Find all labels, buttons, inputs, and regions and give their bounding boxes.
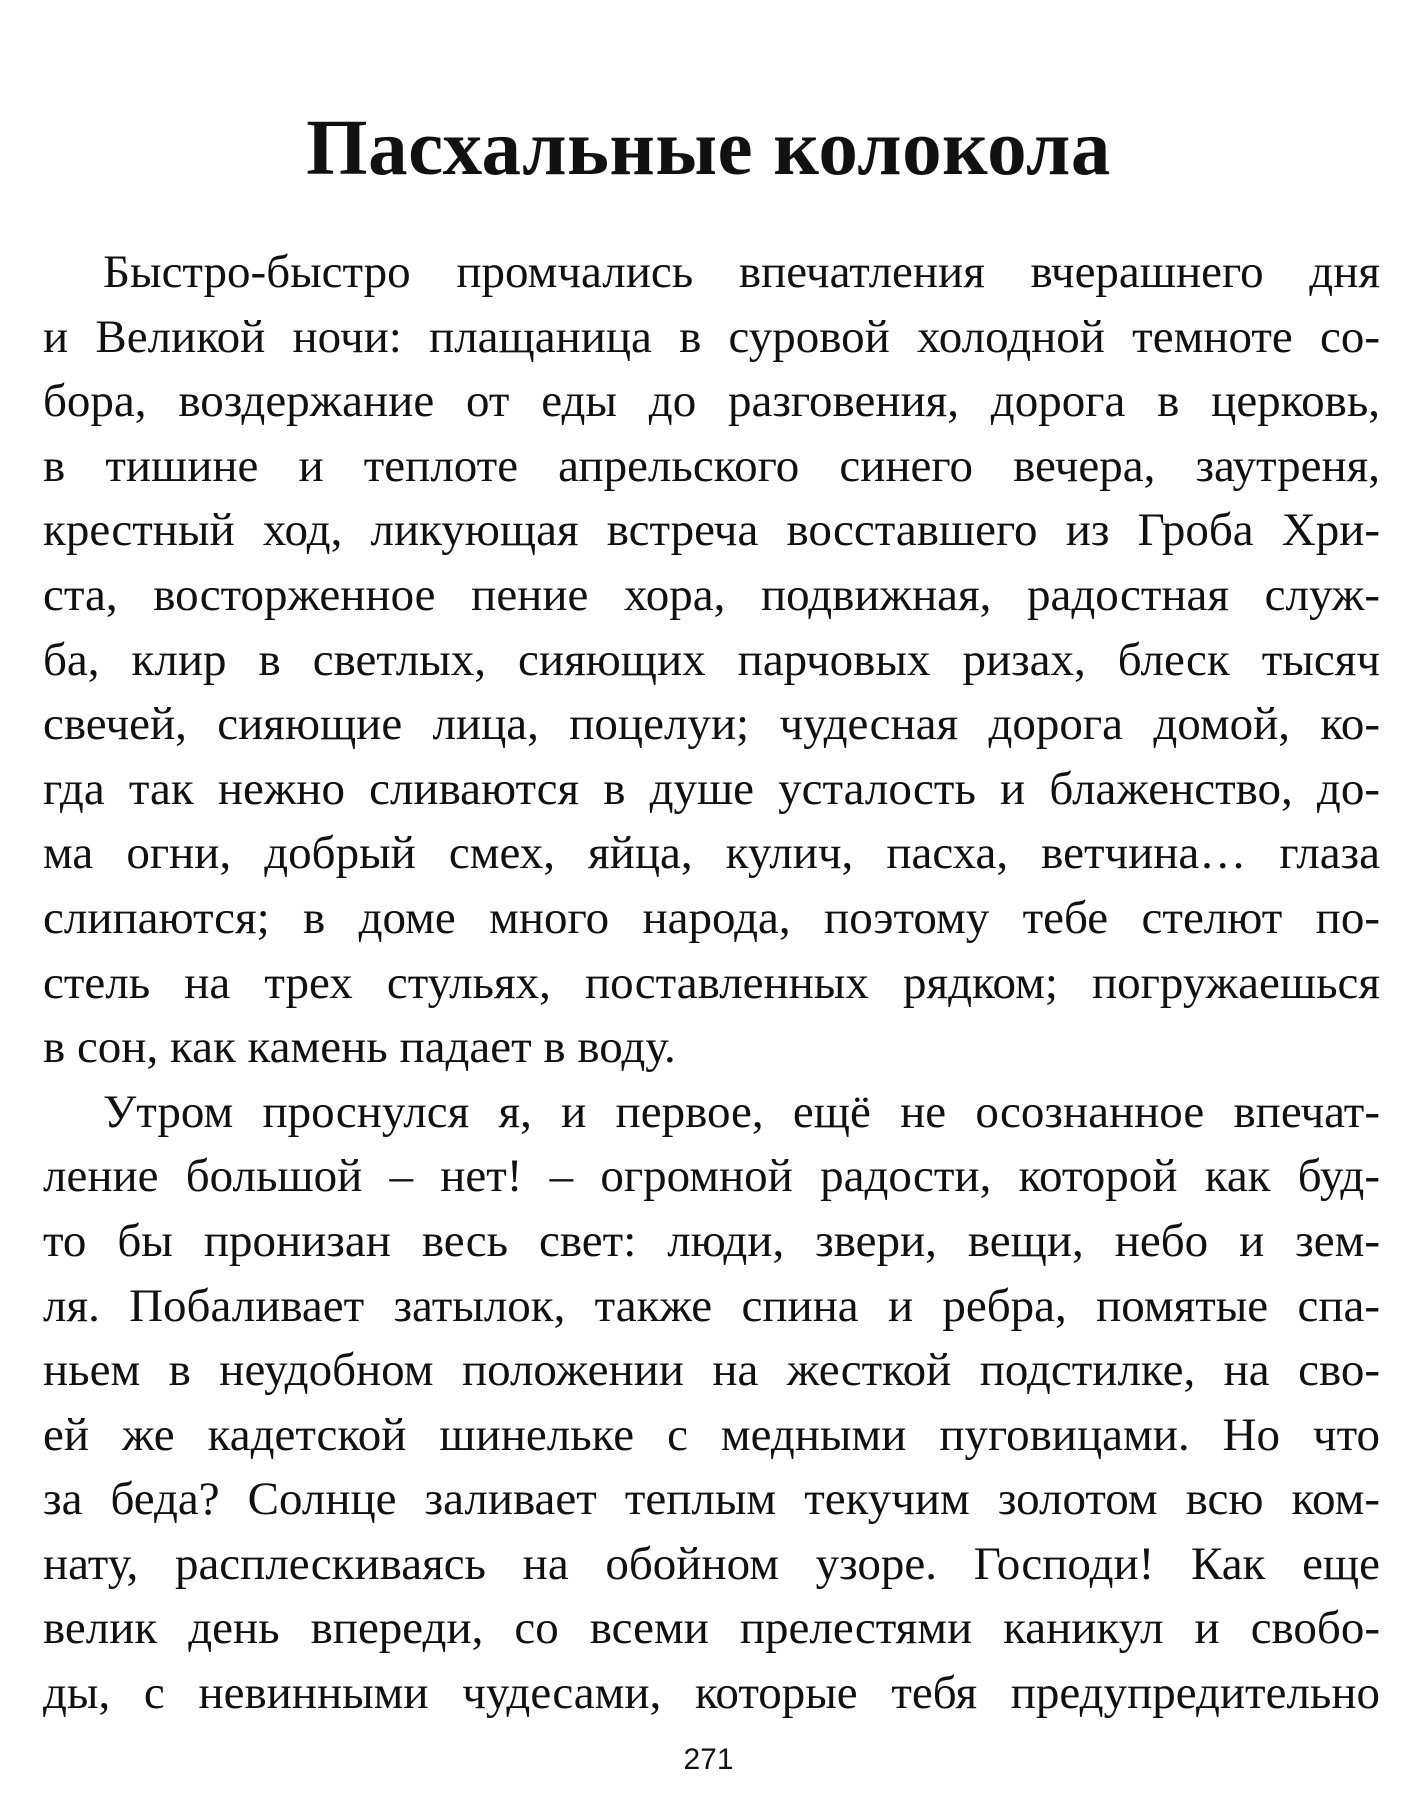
text-line: ей же кадетской шинельке с медными пуговицами. Но что xyxy=(43,1408,1380,1461)
text-line: ление большой – нет! – огромной радости, которой как буд- xyxy=(43,1150,1380,1203)
paragraph-1 xyxy=(43,240,1380,1080)
text-line: и Великой ночи: плащаница в суровой холодной темноте со- xyxy=(43,310,1380,363)
text-line: бора, воздержание от еды до разговения, дорога в церковь, xyxy=(43,375,1380,428)
text-line: ньем в неудобном положении на жесткой подстилке, на сво- xyxy=(43,1344,1380,1397)
text-line: гда так нежно сливаются в душе усталость и блаженство, до- xyxy=(43,762,1380,815)
text-line: стель на трех стульях, поставленных рядком; погружаешься xyxy=(43,956,1380,1009)
text-line: слипаются; в доме много народа, поэтому тебе стелют по- xyxy=(43,891,1380,944)
body-text xyxy=(43,240,1380,1726)
text-line: Утром проснулся я, и первое, ещё не осознанное впечат- xyxy=(103,1085,1380,1138)
text-line: ды, с невинными чудесами, которые тебя предупредительно xyxy=(43,1667,1380,1720)
paragraph-2 xyxy=(43,1080,1380,1726)
text-line: ба, клир в светлых, сияющих парчовых ризах, блеск тысяч xyxy=(43,633,1380,686)
text-line: ма огни, добрый смех, яйца, кулич, пасха, ветчина… глаза xyxy=(43,827,1380,880)
text-line: нату, расплескиваясь на обойном узоре. Господи! Как еще xyxy=(43,1537,1380,1590)
text-line: ля. Побаливает затылок, также спина и ребра, помятые спа- xyxy=(43,1279,1380,1332)
text-line: ста, восторженное пение хора, подвижная, радостная служ- xyxy=(43,568,1380,621)
text-line: в тишине и теплоте апрельского синего вечера, заутреня, xyxy=(43,439,1380,492)
text-line: то бы пронизан весь свет: люди, звери, вещи, небо и зем- xyxy=(43,1214,1380,1267)
text-line: за беда? Солнце заливает теплым текучим золотом всю ком- xyxy=(43,1473,1380,1526)
text-line: свечей, сияющие лица, поцелуи; чудесная дорога домой, ко- xyxy=(43,698,1380,751)
text-line: крестный ход, ликующая встреча восставшего из Гроба Хри- xyxy=(43,504,1380,557)
chapter-title: Пасхальные колокола xyxy=(306,105,1111,192)
page-number: 271 xyxy=(683,1743,734,1776)
text-line: Быстро-быстро промчались впечатления вчерашнего дня xyxy=(103,246,1380,298)
text-line: в сон, как камень падает в воду. xyxy=(43,1021,676,1074)
text-line: велик день впереди, со всеми прелестями каникул и свобо- xyxy=(43,1602,1380,1655)
